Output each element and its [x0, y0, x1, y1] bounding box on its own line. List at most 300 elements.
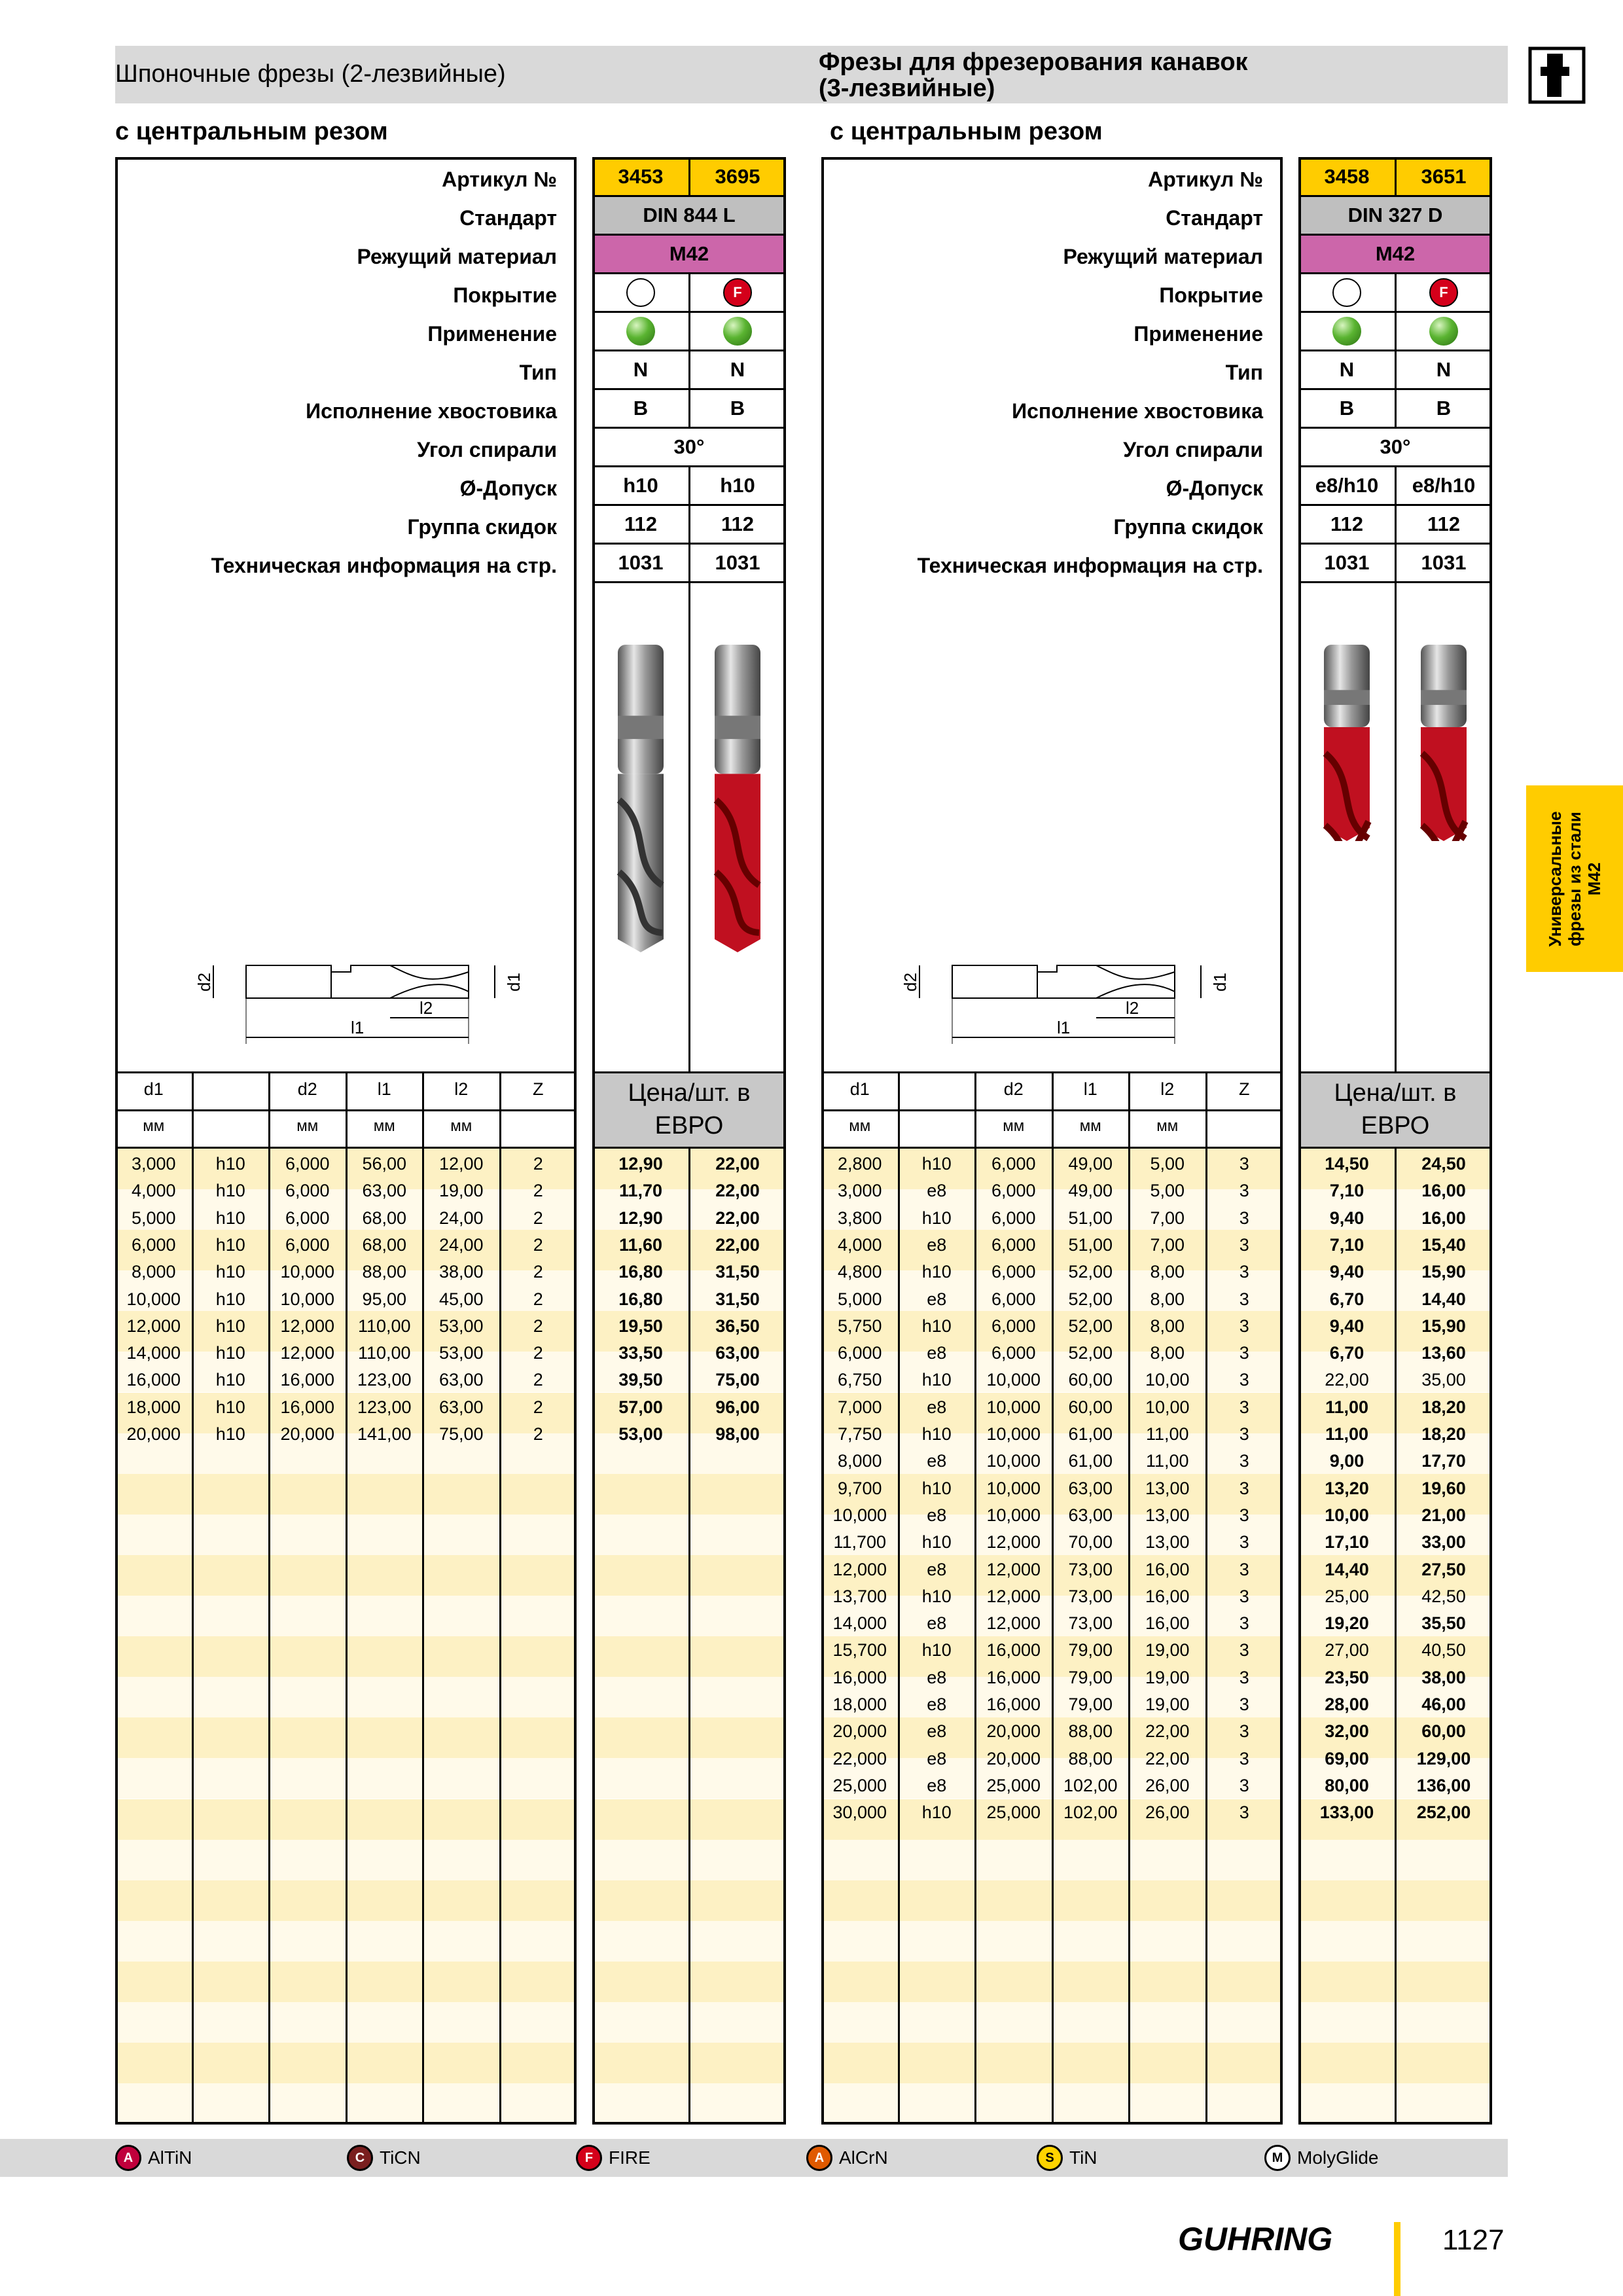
price-cell: 60,00 — [1421, 1721, 1466, 1742]
drawing-label-d1: d1 — [503, 973, 524, 992]
table-cell: e8 — [927, 1343, 947, 1363]
table-cell: h10 — [921, 1586, 952, 1606]
table-cell: 10,00 — [1145, 1397, 1190, 1417]
legend-label: TiN — [1069, 2147, 1097, 2168]
coating-icon: C — [347, 2145, 373, 2171]
right-subtitle: с центральным резом — [830, 118, 1103, 145]
table-cell: h10 — [921, 1316, 952, 1336]
table-cell: 18,000 — [832, 1695, 887, 1714]
table-cell: 63,00 — [1068, 1478, 1113, 1498]
table-cell: 12,000 — [986, 1613, 1041, 1634]
table-cell: 3 — [1239, 1640, 1249, 1660]
price-cell: 27,00 — [1325, 1640, 1369, 1660]
table-cell: 6,000 — [991, 1316, 1036, 1336]
spec-label: Исполнение хвостовика — [1012, 399, 1263, 423]
column-unit: мм — [373, 1117, 395, 1135]
table-cell: 56,00 — [362, 1154, 407, 1174]
table-cell: 12,000 — [986, 1559, 1041, 1579]
table-cell: 3 — [1239, 1695, 1249, 1714]
table-cell: 8,00 — [1150, 1289, 1185, 1309]
legend-item — [1037, 2142, 1097, 2174]
table-cell: 22,00 — [1145, 1748, 1190, 1768]
tool-image-fire-coated — [708, 645, 767, 952]
table-cell: e8 — [927, 1775, 947, 1795]
table-cell: 20,000 — [986, 1721, 1041, 1742]
price-cell: 6,70 — [1329, 1343, 1364, 1363]
left-title-bar — [115, 46, 819, 103]
table-cell: 8,000 — [131, 1262, 176, 1282]
table-cell: 3 — [1239, 1234, 1249, 1255]
column-header: d2 — [1003, 1079, 1024, 1099]
table-cell: 6,000 — [285, 1181, 330, 1201]
table-cell: 60,00 — [1068, 1370, 1113, 1390]
table-cell: 13,700 — [832, 1586, 887, 1606]
table-cell: 16,000 — [832, 1667, 887, 1687]
grid-line — [346, 1071, 348, 2125]
drawing-label-l2: l2 — [1126, 998, 1139, 1018]
price-cell: 15,90 — [1421, 1262, 1466, 1282]
table-cell: h10 — [921, 1154, 952, 1174]
table-cell: 16,000 — [280, 1397, 335, 1417]
table-cell: 52,00 — [1068, 1316, 1113, 1336]
table-cell: 3 — [1239, 1613, 1249, 1634]
table-cell: 12,000 — [280, 1316, 335, 1336]
table-cell: 2 — [533, 1316, 543, 1336]
spec-label: Артикул № — [442, 168, 557, 191]
price-cell: 22,00 — [715, 1208, 760, 1228]
shank-value: B — [1339, 396, 1355, 420]
table-cell: 5,000 — [131, 1208, 176, 1228]
table-cell: 16,00 — [1145, 1559, 1190, 1579]
table-cell: 3 — [1239, 1505, 1249, 1525]
table-cell: 2 — [533, 1154, 543, 1174]
table-cell: e8 — [927, 1559, 947, 1579]
table-cell: h10 — [921, 1262, 952, 1282]
table-cell: e8 — [927, 1451, 947, 1471]
grid-line — [499, 1071, 501, 2125]
table-cell: 79,00 — [1068, 1667, 1113, 1687]
table-cell: h10 — [215, 1154, 245, 1174]
table-cell: e8 — [927, 1289, 947, 1309]
table-cell: 88,00 — [362, 1262, 407, 1282]
column-unit: мм — [1079, 1117, 1101, 1135]
table-cell: 13,00 — [1145, 1532, 1190, 1552]
grid-line — [268, 1071, 270, 2125]
table-cell: 16,00 — [1145, 1613, 1190, 1634]
table-cell: 14,000 — [832, 1613, 887, 1634]
table-cell: 10,000 — [986, 1397, 1041, 1417]
tool-image-uncoated — [611, 645, 670, 952]
price-cell: 32,00 — [1325, 1721, 1369, 1742]
standard-value: DIN 844 L — [592, 196, 786, 234]
table-cell: h10 — [921, 1640, 952, 1660]
table-cell: h10 — [215, 1208, 245, 1228]
price-cell: 14,50 — [1325, 1154, 1369, 1174]
table-cell: 102,00 — [1063, 1803, 1118, 1823]
legend-item — [806, 2142, 888, 2174]
table-cell: e8 — [927, 1181, 947, 1201]
table-cell: 12,000 — [832, 1559, 887, 1579]
table-cell: 79,00 — [1068, 1695, 1113, 1714]
table-cell: 22,000 — [832, 1748, 887, 1768]
grid-line — [1298, 1147, 1492, 1149]
table-cell: h10 — [921, 1370, 952, 1390]
price-cell: 16,80 — [618, 1289, 663, 1309]
column-unit: мм — [143, 1117, 165, 1135]
table-cell: 10,000 — [986, 1370, 1041, 1390]
legend-label: TiCN — [380, 2147, 421, 2168]
price-cell: 42,50 — [1421, 1586, 1466, 1606]
spec-label: Техническая информация на стр. — [211, 554, 557, 577]
table-cell: 3 — [1239, 1289, 1249, 1309]
table-cell: 12,000 — [986, 1586, 1041, 1606]
legend-item — [576, 2142, 651, 2174]
column-header: l1 — [377, 1079, 391, 1099]
brand-name: GUHRING — [1178, 2221, 1333, 2257]
table-cell: 88,00 — [1068, 1721, 1113, 1742]
spec-label: Исполнение хвостовика — [306, 399, 557, 423]
drawing-label-d1: d1 — [1209, 973, 1230, 992]
table-cell: 11,700 — [833, 1532, 887, 1552]
table-cell: 6,000 — [285, 1154, 330, 1174]
column-header: Z — [533, 1079, 544, 1099]
price-cell: 69,00 — [1325, 1748, 1369, 1768]
price-cell: 15,90 — [1421, 1316, 1466, 1336]
helix-value: 30° — [1380, 435, 1411, 458]
grid-line — [592, 1071, 786, 1073]
price-cell: 16,00 — [1421, 1208, 1466, 1228]
price-cell: 31,50 — [715, 1262, 760, 1282]
table-cell: 12,000 — [280, 1343, 335, 1363]
table-cell: 26,00 — [1145, 1803, 1190, 1823]
table-cell: 6,000 — [991, 1154, 1036, 1174]
table-cell: 16,00 — [1145, 1586, 1190, 1606]
table-cell: 123,00 — [357, 1397, 412, 1417]
discount-group-value: 112 — [721, 512, 754, 535]
table-cell: 2 — [533, 1181, 543, 1201]
table-cell: 10,000 — [832, 1505, 887, 1525]
table-cell: 61,00 — [1068, 1424, 1113, 1444]
table-cell: 9,700 — [837, 1478, 882, 1498]
price-cell: 40,50 — [1421, 1640, 1466, 1660]
article-number: 3458 — [1298, 157, 1395, 196]
table-cell: 53,00 — [438, 1316, 484, 1336]
table-cell: 2 — [533, 1370, 543, 1390]
side-tab-line2: фрезы из стали — [1565, 811, 1584, 946]
table-cell: 73,00 — [1068, 1586, 1113, 1606]
coating-icon: F — [576, 2145, 602, 2171]
table-cell: 3 — [1239, 1803, 1249, 1823]
price-header: Цена/шт. в ЕВРО — [628, 1079, 751, 1139]
table-cell: 18,000 — [126, 1397, 181, 1417]
table-cell: 3 — [1239, 1154, 1249, 1174]
price-cell: 18,20 — [1421, 1397, 1466, 1417]
right-title-bar — [819, 46, 1508, 103]
table-cell: 12,000 — [126, 1316, 181, 1336]
column-unit: мм — [1156, 1117, 1179, 1135]
table-cell: 51,00 — [1068, 1208, 1113, 1228]
table-cell: 7,000 — [837, 1397, 882, 1417]
table-cell: e8 — [927, 1613, 947, 1634]
spec-label: Угол спирали — [417, 438, 557, 461]
table-cell: 19,00 — [438, 1181, 484, 1201]
price-cell: 129,00 — [1416, 1748, 1471, 1768]
spec-label: Ø-Допуск — [1166, 476, 1263, 500]
table-cell: 2 — [533, 1262, 543, 1282]
table-cell: e8 — [927, 1505, 947, 1525]
table-cell: 16,000 — [126, 1370, 181, 1390]
table-cell: 14,000 — [126, 1343, 181, 1363]
table-cell: 3,000 — [131, 1154, 176, 1174]
column-unit: мм — [296, 1117, 319, 1135]
price-cell: 136,00 — [1416, 1775, 1471, 1795]
material-value: M42 — [592, 234, 786, 273]
price-cell: 16,80 — [618, 1262, 663, 1282]
table-cell: 68,00 — [362, 1208, 407, 1228]
coating-icon: A — [115, 2145, 141, 2171]
table-cell: 5,750 — [837, 1316, 882, 1336]
price-cell: 11,00 — [1325, 1397, 1369, 1417]
table-cell: 2 — [533, 1424, 543, 1444]
table-cell: 60,00 — [1068, 1397, 1113, 1417]
price-cell: 14,40 — [1421, 1289, 1466, 1309]
table-cell: 6,000 — [991, 1343, 1036, 1363]
table-cell: 3 — [1239, 1748, 1249, 1768]
price-header: Цена/шт. в ЕВРО — [1334, 1079, 1457, 1139]
table-cell: 16,000 — [280, 1370, 335, 1390]
discount-group-value: 112 — [1427, 512, 1460, 535]
table-cell: 4,000 — [131, 1181, 176, 1201]
coating-fire-icon: F — [1429, 278, 1458, 307]
drawing-label-l1: l1 — [1057, 1018, 1071, 1037]
table-cell: 16,000 — [986, 1667, 1041, 1687]
spec-label: Стандарт — [1166, 206, 1263, 230]
price-cell: 11,00 — [1325, 1424, 1369, 1444]
coating-icon: A — [806, 2145, 832, 2171]
table-cell: 49,00 — [1068, 1154, 1113, 1174]
page-number: 1127 — [1442, 2224, 1505, 2256]
table-cell: 10,000 — [986, 1451, 1041, 1471]
price-cell: 17,70 — [1421, 1451, 1466, 1471]
table-cell: 8,00 — [1150, 1316, 1185, 1336]
spec-label: Режущий материал — [1063, 245, 1263, 268]
price-cell: 35,50 — [1421, 1613, 1466, 1634]
price-cell: 31,50 — [715, 1289, 760, 1309]
article-number: 3453 — [592, 157, 689, 196]
table-cell: 6,000 — [837, 1343, 882, 1363]
price-cell: 24,50 — [1421, 1154, 1466, 1174]
grid-line — [192, 1071, 194, 2125]
drawing-label-d2: d2 — [194, 973, 214, 992]
table-cell: h10 — [921, 1803, 952, 1823]
price-cell: 33,00 — [1421, 1532, 1466, 1552]
table-cell: 10,00 — [1145, 1370, 1190, 1390]
type-value: N — [1436, 357, 1452, 381]
spec-label: Режущий материал — [357, 245, 557, 268]
price-cell: 22,00 — [715, 1234, 760, 1255]
legend-label: MolyGlide — [1297, 2147, 1379, 2168]
price-cell: 22,00 — [715, 1154, 760, 1174]
table-cell: 24,00 — [438, 1208, 484, 1228]
table-cell: 88,00 — [1068, 1748, 1113, 1768]
type-value: N — [730, 357, 745, 381]
table-cell: h10 — [215, 1181, 245, 1201]
shank-value: B — [1436, 396, 1452, 420]
shank-value: B — [730, 396, 745, 420]
table-cell: h10 — [215, 1343, 245, 1363]
table-cell: 38,00 — [438, 1262, 484, 1282]
table-cell: e8 — [927, 1721, 947, 1742]
table-cell: 3 — [1239, 1775, 1249, 1795]
table-cell: 3 — [1239, 1451, 1249, 1471]
table-cell: 26,00 — [1145, 1775, 1190, 1795]
spec-label: Покрытие — [453, 283, 557, 307]
tech-page-value: 1031 — [1324, 550, 1370, 574]
price-cell: 28,00 — [1325, 1695, 1369, 1714]
table-cell: 8,000 — [837, 1451, 882, 1471]
table-cell: 6,750 — [837, 1370, 882, 1390]
table-cell: 53,00 — [438, 1343, 484, 1363]
helix-value: 30° — [673, 435, 705, 458]
table-cell: 10,000 — [986, 1505, 1041, 1525]
price-cell: 96,00 — [715, 1397, 760, 1417]
table-cell: 61,00 — [1068, 1451, 1113, 1471]
price-cell: 17,10 — [1325, 1532, 1369, 1552]
price-cell: 35,00 — [1421, 1370, 1466, 1390]
table-cell: 22,00 — [1145, 1721, 1190, 1742]
dimension-drawing — [900, 926, 1319, 1057]
coating-icon: M — [1264, 2145, 1291, 2171]
table-cell: 6,000 — [991, 1208, 1036, 1228]
price-cell: 27,50 — [1421, 1559, 1466, 1579]
table-cell: 6,000 — [991, 1181, 1036, 1201]
column-unit: мм — [849, 1117, 871, 1135]
column-unit: мм — [1003, 1117, 1025, 1135]
drawing-label-d2: d2 — [900, 973, 920, 992]
price-cell: 12,90 — [618, 1154, 663, 1174]
standard-value: DIN 327 D — [1298, 196, 1492, 234]
table-cell: e8 — [927, 1397, 947, 1417]
dimension-drawing — [194, 926, 613, 1057]
table-cell: 19,00 — [1145, 1667, 1190, 1687]
grid-line — [1298, 1071, 1492, 1073]
legend-label: AlCrN — [839, 2147, 888, 2168]
table-cell: 2 — [533, 1343, 543, 1363]
legend-item — [1264, 2142, 1378, 2174]
price-cell: 18,20 — [1421, 1424, 1466, 1444]
table-cell: 110,00 — [357, 1316, 411, 1336]
table-cell: 2 — [533, 1208, 543, 1228]
table-cell: 3,000 — [837, 1181, 882, 1201]
price-cell: 19,50 — [618, 1316, 663, 1336]
tool-image-uncoated — [1317, 645, 1376, 841]
price-cell: 7,10 — [1329, 1234, 1364, 1255]
price-cell: 57,00 — [618, 1397, 663, 1417]
grid-line — [422, 1071, 424, 2125]
table-cell: 3 — [1239, 1316, 1249, 1336]
table-cell: 7,750 — [837, 1424, 882, 1444]
table-cell: 2 — [533, 1234, 543, 1255]
table-cell: 6,000 — [991, 1289, 1036, 1309]
table-cell: 25,000 — [986, 1803, 1041, 1823]
price-cell: 38,00 — [1421, 1667, 1466, 1687]
price-cell: 16,00 — [1421, 1181, 1466, 1201]
table-cell: 45,00 — [438, 1289, 484, 1309]
table-cell: 8,00 — [1150, 1262, 1185, 1282]
table-cell: 5,00 — [1150, 1154, 1185, 1174]
table-cell: 102,00 — [1063, 1775, 1118, 1795]
price-cell: 9,40 — [1329, 1316, 1364, 1336]
price-cell: 9,40 — [1329, 1262, 1364, 1282]
tolerance-value: e8/h10 — [1412, 473, 1476, 497]
table-cell: 3 — [1239, 1262, 1249, 1282]
coating-fire-icon: F — [723, 278, 752, 307]
footer-divider — [1394, 2222, 1400, 2296]
table-cell: 73,00 — [1068, 1559, 1113, 1579]
tech-page-value: 1031 — [715, 550, 760, 574]
table-cell: 123,00 — [357, 1370, 412, 1390]
table-cell: 3 — [1239, 1586, 1249, 1606]
table-cell: 52,00 — [1068, 1343, 1113, 1363]
article-number: 3695 — [689, 157, 786, 196]
table-cell: 6,000 — [285, 1234, 330, 1255]
table-cell: 11,00 — [1145, 1451, 1189, 1471]
table-cell: 3 — [1239, 1667, 1249, 1687]
right-title-line1: Фрезы для фрезерования канавок — [819, 48, 1248, 76]
table-cell: 5,000 — [837, 1289, 882, 1309]
price-cell: 10,00 — [1325, 1505, 1369, 1525]
price-cell: 22,00 — [715, 1181, 760, 1201]
spec-label: Артикул № — [1148, 168, 1263, 191]
spec-label: Тип — [519, 361, 557, 384]
table-cell: h10 — [921, 1424, 952, 1444]
left-subtitle: с центральным резом — [115, 118, 388, 145]
column-header: l1 — [1083, 1079, 1097, 1099]
table-cell: 63,00 — [438, 1370, 484, 1390]
table-cell: 19,00 — [1145, 1640, 1190, 1660]
price-cell: 22,00 — [1325, 1370, 1369, 1390]
table-cell: 3,800 — [837, 1208, 882, 1228]
drawing-label-l1: l1 — [351, 1018, 365, 1037]
column-header: d2 — [297, 1079, 317, 1099]
side-tab — [1526, 785, 1623, 972]
column-unit: мм — [450, 1117, 473, 1135]
article-number: 3651 — [1395, 157, 1492, 196]
brand-logo — [1178, 2219, 1381, 2258]
price-cell: 11,60 — [618, 1234, 663, 1255]
legend-item — [347, 2142, 421, 2174]
spec-label: Применение — [1133, 322, 1263, 346]
spec-label: Покрытие — [1159, 283, 1263, 307]
table-cell: 11,00 — [1145, 1424, 1189, 1444]
table-cell: h10 — [215, 1316, 245, 1336]
table-cell: 141,00 — [357, 1424, 412, 1444]
table-cell: 63,00 — [362, 1181, 407, 1201]
table-cell: 6,000 — [991, 1262, 1036, 1282]
tech-page-value: 1031 — [618, 550, 664, 574]
table-cell: 79,00 — [1068, 1640, 1113, 1660]
table-cell: 19,00 — [1145, 1695, 1190, 1714]
table-cell: 7,00 — [1150, 1208, 1185, 1228]
spec-label: Техническая информация на стр. — [917, 554, 1263, 577]
tolerance-value: h10 — [623, 473, 658, 497]
table-cell: 51,00 — [1068, 1234, 1113, 1255]
table-cell: 16,000 — [986, 1640, 1041, 1660]
price-cell: 33,50 — [618, 1343, 663, 1363]
price-cell: 80,00 — [1325, 1775, 1369, 1795]
table-cell: 3 — [1239, 1478, 1249, 1498]
table-cell: h10 — [921, 1478, 952, 1498]
